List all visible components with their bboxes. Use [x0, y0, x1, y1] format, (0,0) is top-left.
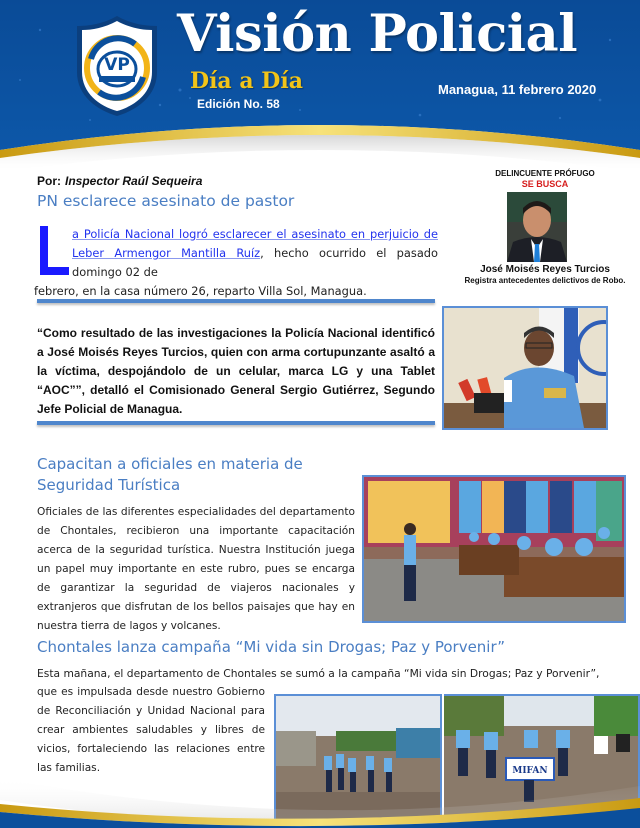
article-headline: Chontales lanza campaña “Mi vida sin Drogas; Paz y Porvenir”	[37, 638, 506, 656]
wanted-label: DELINCUENTE PRÓFUGO	[495, 169, 595, 178]
article-headline	[37, 454, 303, 496]
publication-subtitle: Día a Día	[190, 68, 303, 94]
byline-author: Inspector Raúl Sequeira	[65, 174, 203, 188]
lead-text-last: febrero, en la casa número 26, reparto Villa Sol, Managua.	[34, 284, 367, 298]
victim-name-link[interactable]: a Policía Nacional logró esclarecer el asesinato en perjuicio de Leber Armengor Mantilla Ruíz	[72, 227, 438, 260]
wanted-suspect-photo	[507, 192, 567, 262]
article-lead	[34, 225, 439, 301]
article-body-first-line: Esta mañana, el departamento de Chontales se sumó a la campaña “Mi vida sin Drogas; Paz y Porvenir”,	[37, 667, 600, 680]
headline-line: Seguridad Turística	[37, 476, 181, 494]
lead-text: , hecho ocurrido el pasado domingo 02 de	[72, 246, 439, 279]
wanted-note: Registra antecedentes delictivos de Robo.	[464, 276, 626, 285]
publication-title: Visión Policial	[177, 4, 578, 64]
section-divider	[37, 299, 435, 303]
section-divider	[37, 421, 435, 425]
footer-band	[0, 778, 640, 828]
article-quote: “Como resultado de las investigaciones la Policía Nacional identificó a José Moisés Reyes Turcios, quien con arma cortupunzante asaltó a la víctima, despojándolo de un celular, marca LG y una Tablet “AOC””, detalló el Comisionado General Sergio Gutiérrez, Segundo Jefe Policial de Managua.	[37, 326, 435, 416]
wanted-subtitle: SE BUSCA	[521, 179, 569, 189]
article-body: que es impulsada desde nuestro Gobierno de Reconciliación y Unidad Nacional para crear ambientes saludables y libres de vicios, fortaleciendo las relaciones entre las familias.	[37, 686, 265, 774]
wanted-name: José Moisés Reyes Turcios	[480, 264, 610, 275]
headline-line: Capacitan a oficiales en materia de	[37, 455, 303, 473]
mifan-sign-text: MIFAN	[512, 766, 548, 776]
masthead	[0, 0, 640, 170]
byline	[37, 174, 202, 188]
press-conference-photo	[442, 306, 608, 430]
logo-text: VP	[104, 55, 130, 75]
article-body: Oficiales de las diferentes especialidades del departamento de Chontales, recibieron una importante capacitación acerca de la seguridad turística. Nuestra Institución juega un papel muy importante en este rubro, pues se encarga de garantizar la seguridad de viajeros nacionales y extranjeros que disfrutan de los bellos paisajes que hay en nuestra tierra de lagos y volcanes.	[37, 506, 355, 632]
drop-cap	[37, 226, 73, 276]
training-classroom-photo	[362, 475, 626, 623]
byline-label: Por:	[37, 174, 61, 188]
edition-number: Edición No. 58	[197, 97, 280, 111]
article-headline: PN esclarece asesinato de pastor	[37, 192, 295, 210]
dateline: Managua, 11 febrero 2020	[438, 82, 597, 97]
